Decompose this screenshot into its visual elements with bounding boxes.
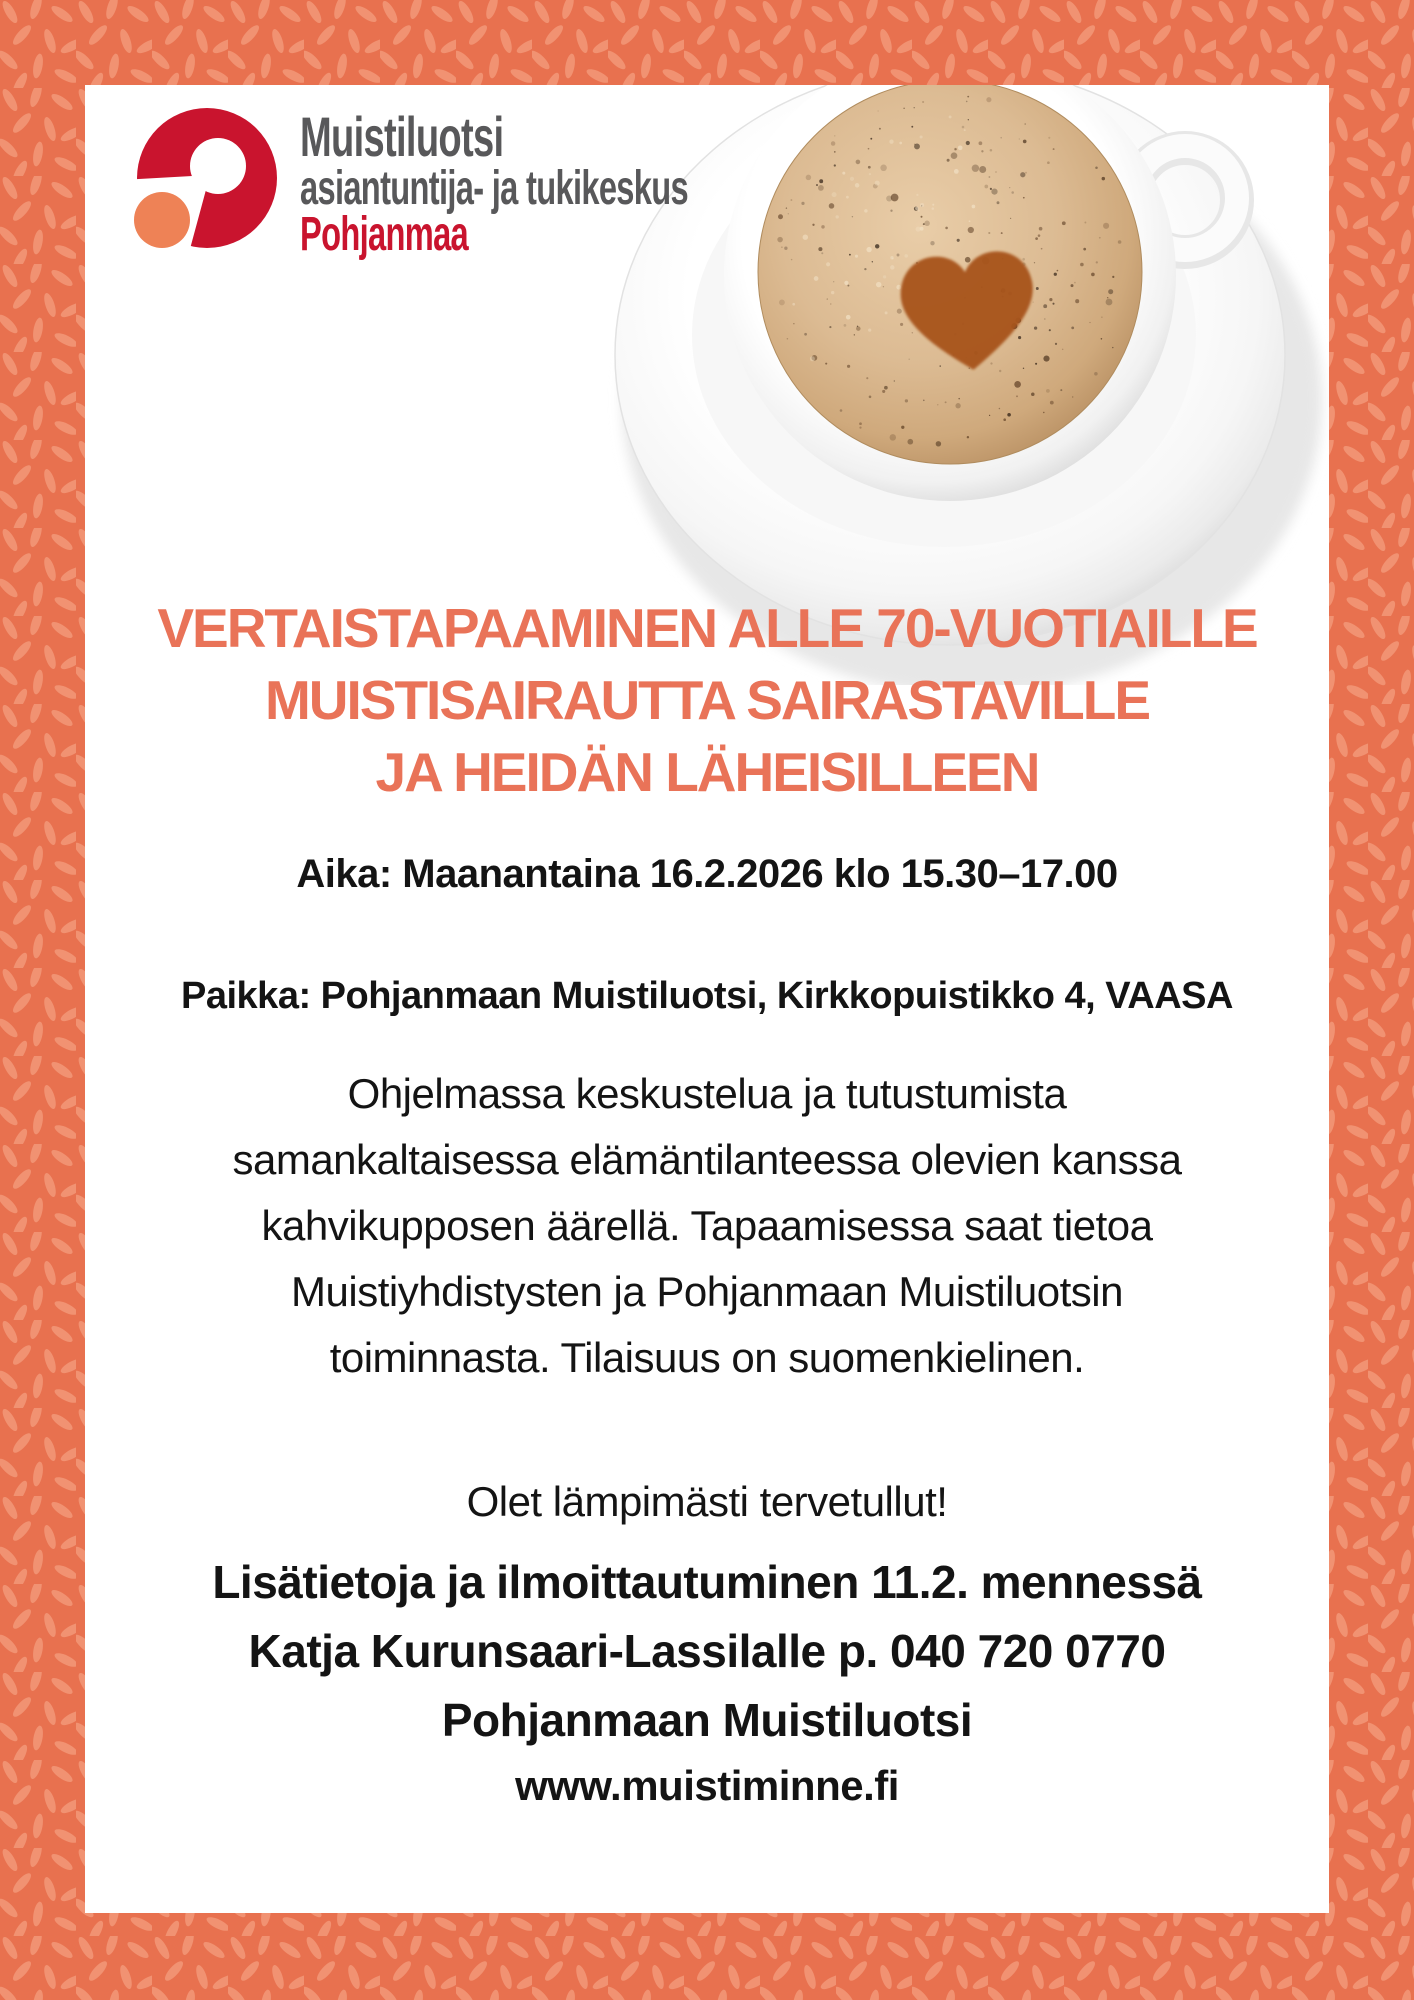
heading-line-1: VERTAISTAPAAMINEN ALLE 70-VUOTIAILLE [157,597,1257,659]
welcome-text: Olet lämpimästi tervetullut! [466,1478,948,1525]
description-line-2: samankaltaisessa elämäntilanteessa olevien kanssa [232,1136,1182,1183]
description-line-4: Muistiyhdistysten ja Pohjanmaan Muistiluotsin [291,1268,1123,1315]
info-line-3: Pohjanmaan Muistiluotsi [441,1694,973,1746]
content-panel [85,85,1329,1913]
event-time: Aika: Maanantaina 16.2.2026 klo 15.30–17.00 [296,852,1118,896]
logo-text-block [300,105,912,261]
heading-line-3: JA HEIDÄN LÄHEISILLEEN [375,741,1039,803]
registration-info [85,1548,1329,1755]
info-line-2: Katja Kurunsaari-Lassilalle p. 040 720 0770 [248,1625,1166,1677]
website-url: www.muistiminne.fi [515,1762,899,1809]
logo-region: Pohjanmaa [300,208,469,261]
muistiluotsi-logo-icon [130,105,285,255]
logo-subtitle: asiantuntija- ja tukikeskus [300,162,688,215]
description-line-5: toiminnasta. Tilaisuus on suomenkielinen. [329,1334,1085,1381]
heading-line-2: MUISTISAIRAUTTA SAIRASTAVILLE [264,669,1150,731]
event-description [85,1061,1329,1391]
info-line-1: Lisätietoja ja ilmoittautuminen 11.2. mennessä [212,1556,1202,1608]
event-heading [85,592,1329,808]
event-location: Paikka: Pohjanmaan Muistiluotsi, Kirkkopuistikko 4, VAASA [181,975,1233,1017]
logo-title: Muistiluotsi [300,105,504,168]
description-line-3: kahvikupposen äärellä. Tapaamisessa saat tietoa [261,1202,1153,1249]
description-line-1: Ohjelmassa keskustelua ja tutustumista [347,1070,1067,1117]
